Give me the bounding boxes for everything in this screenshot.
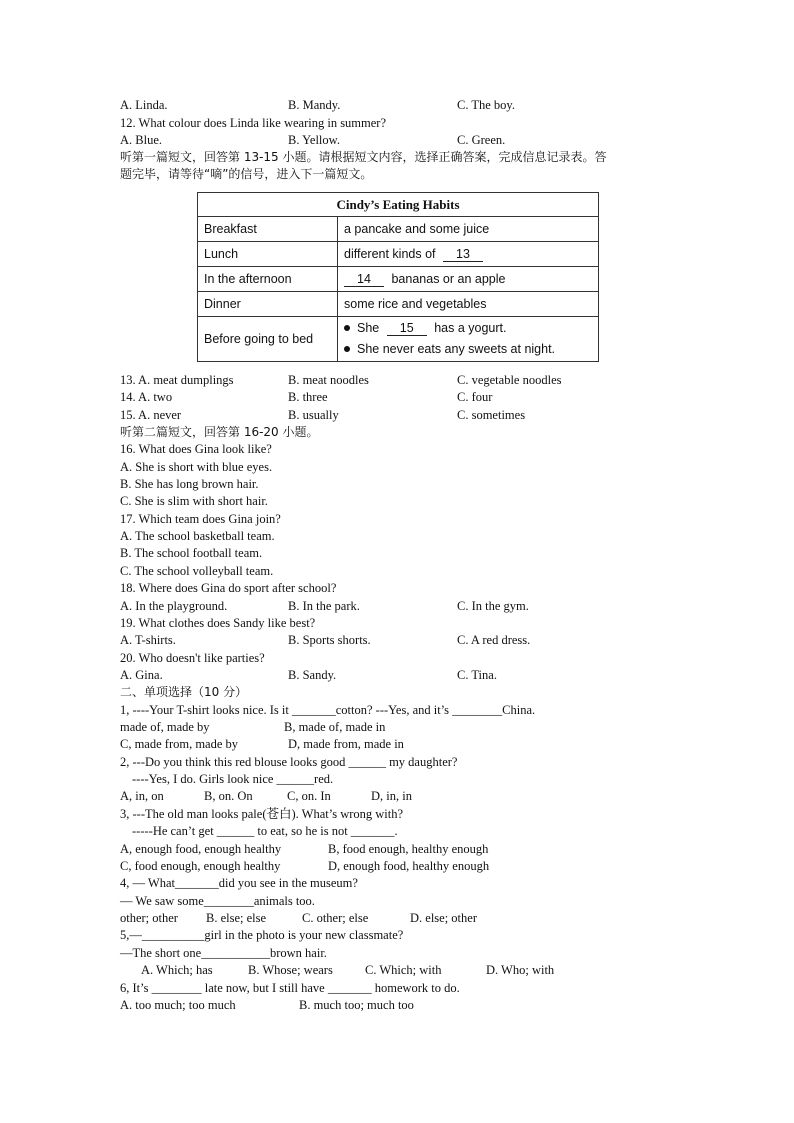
bedtime-b1-suffix: has a yogurt. [434,321,507,335]
afternoon-value [338,267,599,292]
table-row-bedtime [198,317,599,362]
q19-question: 19. What clothes does Sandy like best? [120,616,316,630]
s6-option-a: A. too much; too much [120,998,236,1012]
q19-option-c: C. A red dress. [457,633,531,647]
blank-14[interactable]: 14 [344,272,384,287]
s4-option-a: other; other [120,911,178,925]
s2-option-c: C, on. In [287,789,331,803]
s2-option-b: B, on. On [204,789,253,803]
lunch-value [338,242,599,267]
listening2-instruction: 听第二篇短文，回答第 16-20 小题。 [120,425,319,439]
eating-habits-table [197,192,599,362]
q18-option-c: C. In the gym. [457,599,529,613]
s3-question: 3, ---The old man looks pale(苍白). What’s wrong with? [120,807,404,821]
bedtime-label: Before going to bed [198,317,338,362]
table-row-afternoon [198,267,599,292]
q16-question: 16. What does Gina look like? [120,442,272,456]
table-row-dinner [198,292,599,317]
q11-option-b: B. Mandy. [288,98,341,112]
blank-13[interactable]: 13 [443,247,483,262]
q12-option-b: B. Yellow. [288,133,340,147]
bedtime-bullet-1 [344,318,592,339]
table-row-lunch [198,242,599,267]
q17-option-c: C. The school volleyball team. [120,564,274,578]
s3-option-c: C, food enough, enough healthy [120,859,281,873]
s3-option-b: B, food enough, healthy enough [328,842,489,856]
q20-option-b: B. Sandy. [288,668,337,682]
dinner-label: Dinner [198,292,338,317]
afternoon-label: In the afternoon [198,267,338,292]
s5-reply: —The short one___________brown hair. [120,946,327,960]
bedtime-bullet-2 [344,339,592,360]
s6-option-b: B. much too; much too [299,998,414,1012]
q11-options [120,97,680,114]
q18-option-b: B. In the park. [288,599,360,613]
q15-option-b: B. usually [288,408,339,422]
q13-options [120,372,680,389]
breakfast-value: a pancake and some juice [338,217,599,242]
listening1-instruction-line2: 题完毕，请等待“嘀”的信号，进入下一篇短文。 [120,167,373,181]
s4-option-c: C. other; else [302,911,369,925]
q18-options [120,598,680,615]
bullet-icon [344,346,350,352]
s1-option-d: D, made from, made in [288,737,404,751]
lunch-label: Lunch [198,242,338,267]
q19-option-a: A. T-shirts. [120,633,176,647]
q13-option-c: C. vegetable noodles [457,373,562,387]
q14-option-a: 14. A. two [120,390,173,404]
s3-option-a: A, enough food, enough healthy [120,842,282,856]
q20-option-c: C. Tina. [457,668,497,682]
s4-option-d: D. else; other [410,911,477,925]
bedtime-b1-prefix: She [357,321,380,335]
q13-option-b: B. meat noodles [288,373,369,387]
q11-option-c: C. The boy. [457,98,515,112]
q14-option-c: C. four [457,390,493,404]
q17-option-a: A. The school basketball team. [120,529,275,543]
s5-option-d: D. Who; with [486,963,555,977]
q15-option-c: C. sometimes [457,408,526,422]
s1-option-a: made of, made by [120,720,210,734]
bedtime-value [338,317,599,362]
s1-question: 1, ----Your T-shirt looks nice. Is it _______cotton? ---Yes, and it’s ________China. [120,703,536,717]
q20-option-a: A. Gina. [120,668,163,682]
s3-option-d: D, enough food, healthy enough [328,859,490,873]
s5-question: 5,—__________girl in the photo is your new classmate? [120,928,404,942]
q20-question: 20. Who doesn't like parties? [120,651,265,665]
s5-option-c: C. Which; with [365,963,442,977]
q14-option-b: B. three [288,390,328,404]
q18-question: 18. Where does Gina do sport after school? [120,581,337,595]
blank-15[interactable]: 15 [387,321,427,336]
afternoon-suffix: bananas or an apple [391,271,506,286]
q12-question: 12. What colour does Linda like wearing in summer? [120,116,387,130]
q15-option-a: 15. A. never [120,408,182,422]
s6-question: 6, It’s ________ late now, but I still have _______ homework to do. [120,981,460,995]
table-title: Cindy’s Eating Habits [198,193,599,217]
s1-option-b: B, made of, made in [284,720,386,734]
q11-option-a: A. Linda. [120,98,168,112]
s2-option-d: D, in, in [371,789,412,803]
s1-option-c: C, made from, made by [120,737,239,751]
bedtime-b2: She never eats any sweets at night. [357,342,556,356]
q16-option-b: B. She has long brown hair. [120,477,259,491]
q19-options [120,632,680,649]
s5-option-b: B. Whose; wears [248,963,333,977]
q16-option-c: C. She is slim with short hair. [120,494,268,508]
s4-question: 4, — What_______did you see in the museum? [120,876,358,890]
q15-options [120,407,680,424]
table-row-breakfast [198,217,599,242]
q13-option-a: 13. A. meat dumplings [120,373,234,387]
s2-question: 2, ---Do you think this red blouse looks good ______ my daughter? [120,755,458,769]
s2-option-a: A, in, on [120,789,164,803]
listening1-instruction-line1: 听第一篇短文，回答第 13-15 小题。请根据短文内容，选择正确答案，完成信息记录表。答 [120,150,607,164]
s5-option-a: A. Which; has [141,963,213,977]
s4-option-b: B. else; else [206,911,267,925]
dinner-value: some rice and vegetables [338,292,599,317]
section2-title: 二、单项选择（10 分） [120,685,248,699]
q18-option-a: A. In the playground. [120,599,228,613]
q19-option-b: B. Sports shorts. [288,633,371,647]
q12-options [120,132,680,149]
breakfast-label: Breakfast [198,217,338,242]
q12-option-c: C. Green. [457,133,506,147]
q17-option-b: B. The school football team. [120,546,263,560]
q17-question: 17. Which team does Gina join? [120,512,281,526]
q14-options [120,389,680,406]
s4-reply: — We saw some________animals too. [120,894,315,908]
q20-options [120,667,680,684]
bullet-icon [344,325,350,331]
s2-reply: ----Yes, I do. Girls look nice ______red. [132,772,334,786]
lunch-prefix: different kinds of [344,246,436,261]
s3-reply: -----He can’t get ______ to eat, so he is not _______. [132,824,398,838]
q12-option-a: A. Blue. [120,133,163,147]
q16-option-a: A. She is short with blue eyes. [120,460,273,474]
